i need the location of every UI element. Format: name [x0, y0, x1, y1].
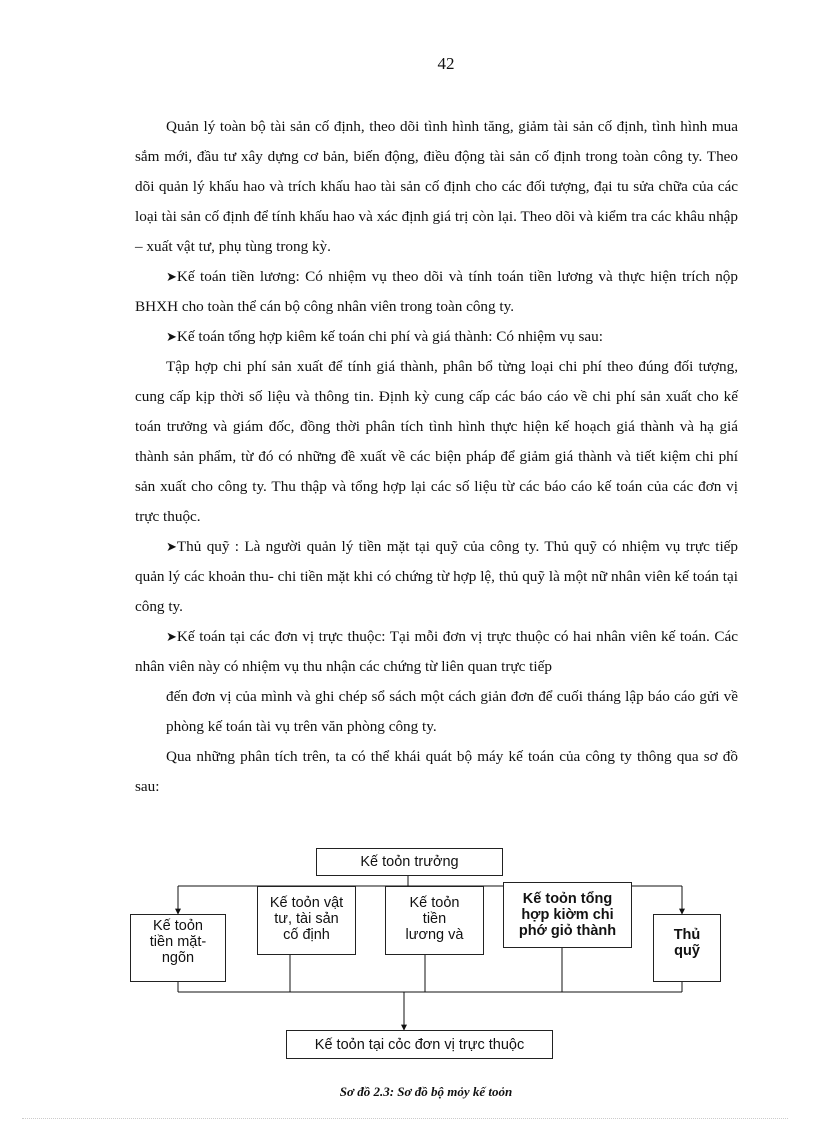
bullet-paragraph-cashier: ➤Thủ quỹ : Là người quản lý tiền mặt tại quỹ của công ty. Thủ quỹ có nhiệm vụ trực tiếp quản lý các khoản thu- chi tiền mặt khi có chứng từ hợp lệ, thủ quỹ là một nữ nhân viên kế toán tại công ty.: [135, 538, 738, 615]
arrow-bullet-icon: ➤: [166, 329, 177, 344]
cashier-box: Thủ quỹ: [653, 914, 721, 982]
cash-accountant-box: Kế toỏn tiền mặt- ngõn: [130, 914, 226, 982]
diagram-caption: Sơ đồ 2.3: Sơ đồ bộ mỏy kế toỏn: [339, 1084, 513, 1099]
bullet-paragraph-general: ➤Kế toán tổng hợp kiêm kế toán chi phí và giá thành: Có nhiệm vụ sau:: [166, 328, 603, 345]
salary-accountant-box: Kế toỏn tiền lương và: [385, 886, 484, 955]
branch-accountant-box: Kế toỏn tại cỏc đơn vị trực thuộc: [286, 1030, 553, 1059]
bullet-paragraph-salary: ➤Kế toán tiền lương: Có nhiệm vụ theo dõi và tính toán tiền lương và thực hiện trích nộp BHXH cho toàn thể cán bộ công nhân viên trong toàn công ty.: [135, 268, 738, 315]
asset-accountant-box: Kế toỏn vật tư, tài sản cố định: [257, 886, 356, 955]
chief-accountant-box: Kế toỏn trưởng: [316, 848, 503, 876]
paragraph: đến đơn vị của mình và ghi chép sổ sách một cách giản đơn để cuối tháng lập báo cáo gửi về phòng kế toán tài vụ trên văn phòng công ty.: [166, 688, 738, 735]
paragraph: Quản lý toàn bộ tài sản cố định, theo dõi tình hình tăng, giảm tài sản cố định, tình hình mua sắm mới, đầu tư xây dựng cơ bản, biến động, điều động tài sản cố định trong toàn công ty. Theo dõi quản lý khấu hao và trích khấu hao tài sản cố định cho các đối tượng, đại tu sửa chữa của các loại tài sản cố định để tính khấu hao và xác định giá trị còn lại. Theo dõi và kiểm tra các khâu nhập – xuất vật tư, phụ tùng trong kỳ.: [135, 118, 738, 255]
bullet-paragraph-units: ➤Kế toán tại các đơn vị trực thuộc: Tại mỗi đơn vị trực thuộc có hai nhân viên kế toán. Các nhân viên này có nhiệm vụ thu nhận các chứng từ liên quan trực tiếp: [135, 628, 738, 675]
paragraph: Tập hợp chi phí sản xuất để tính giá thành, phân bổ từng loại chi phí theo đúng đối tượng, cung cấp kịp thời số liệu và thông tin. Định kỳ cung cấp các báo cáo về chi phí sản xuất cho kế toán trưởng và giám đốc, đồng thời phân tích tình hình thực hiện kế hoạch giá thành và hạ giá thành sản phẩm, từ đó có những đề xuất về các biện pháp để giảm giá thành và tiết kiệm chi phí sản xuất cho công ty. Thu thập và tổng hợp lại các số liệu từ các báo cáo kế toán của các đơn vị trực thuộc.: [135, 358, 738, 525]
footer-divider: [22, 1118, 788, 1119]
arrow-bullet-icon: ➤: [166, 629, 177, 644]
general-accountant-box: Kế toỏn tổng hợp kiờm chi phớ giỏ thành: [503, 882, 632, 948]
page-number: 42: [437, 54, 455, 73]
arrow-bullet-icon: ➤: [166, 269, 177, 284]
arrow-bullet-icon: ➤: [166, 539, 177, 554]
paragraph: Qua những phân tích trên, ta có thể khái quát bộ máy kế toán của công ty thông qua sơ đồ sau:: [135, 748, 738, 795]
